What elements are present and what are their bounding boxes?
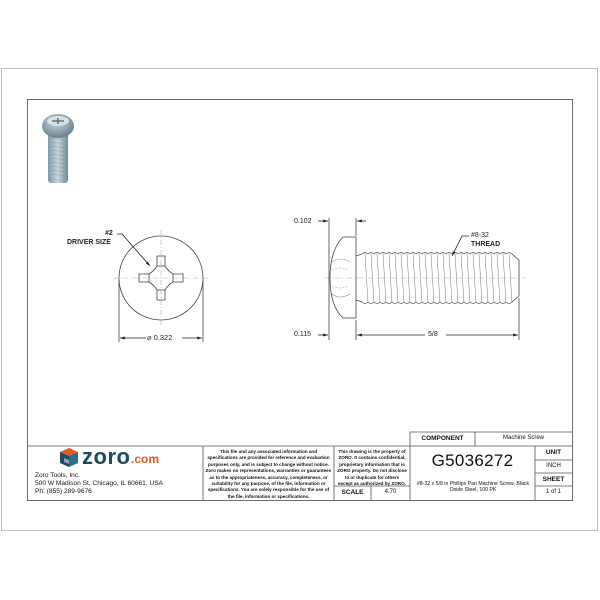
zoro-logo-icon bbox=[60, 448, 78, 467]
scale-value: 4.70 bbox=[384, 489, 397, 495]
top-view bbox=[113, 230, 210, 342]
screw-3d-icon bbox=[42, 114, 74, 183]
part-description: #8-32 x 5/8 in Phillips Pan Machine Screw, Black Oxide Steel, 100 PK bbox=[416, 481, 530, 493]
head-top-dimension: 0.102 bbox=[294, 218, 312, 225]
diameter-dimension: ⌀ 0.322 bbox=[147, 333, 173, 342]
sheet-label: SHEET bbox=[542, 476, 565, 483]
company-address: 500 W Madison St, Chicago, IL 60661, USA bbox=[35, 480, 164, 487]
unit-label: UNIT bbox=[545, 449, 562, 456]
company-phone: Ph: (855) 289-9676 bbox=[35, 488, 92, 495]
zoro-logo-suffix: .com bbox=[131, 452, 160, 466]
part-number: G5036272 bbox=[431, 451, 514, 470]
disclaimer-text: This file and any associated information and specifications are provided for reference and evaluation purposes only, and is subject to change without notice. Zoro makes no representations, warranties or guarantees as to the appropriateness, accuracy, completeness, or suitability for any purpose, of the file, information or specifications. You are solely responsible for the use of the file, information or specifications. bbox=[205, 449, 332, 499]
driver-size-label-1: #2 bbox=[105, 230, 113, 237]
property-notice: This drawing is the property of ZORO. It contains confidential, proprietary information that is ZORO property. Do not disclose to or duplicate for others except as authorized by ZORO. bbox=[337, 449, 407, 487]
unit-value: INCH bbox=[546, 463, 561, 469]
driver-size-label-2: DRIVER SIZE bbox=[67, 239, 111, 246]
component-value: Machine Screw bbox=[502, 435, 544, 441]
side-view bbox=[318, 218, 526, 340]
zoro-logo-text: zoro bbox=[82, 444, 131, 469]
sheet-value: 1 of 1 bbox=[545, 489, 561, 495]
length-dimension: 5/8 bbox=[428, 331, 438, 338]
thread-label-1: #8-32 bbox=[471, 232, 489, 239]
thread-label-2: THREAD bbox=[471, 241, 501, 248]
component-label: COMPONENT bbox=[421, 435, 464, 442]
scale-label: SCALE bbox=[341, 489, 364, 496]
head-height-dimension: 0.115 bbox=[294, 331, 311, 338]
company-name: Zoro Tools, Inc. bbox=[35, 472, 80, 479]
